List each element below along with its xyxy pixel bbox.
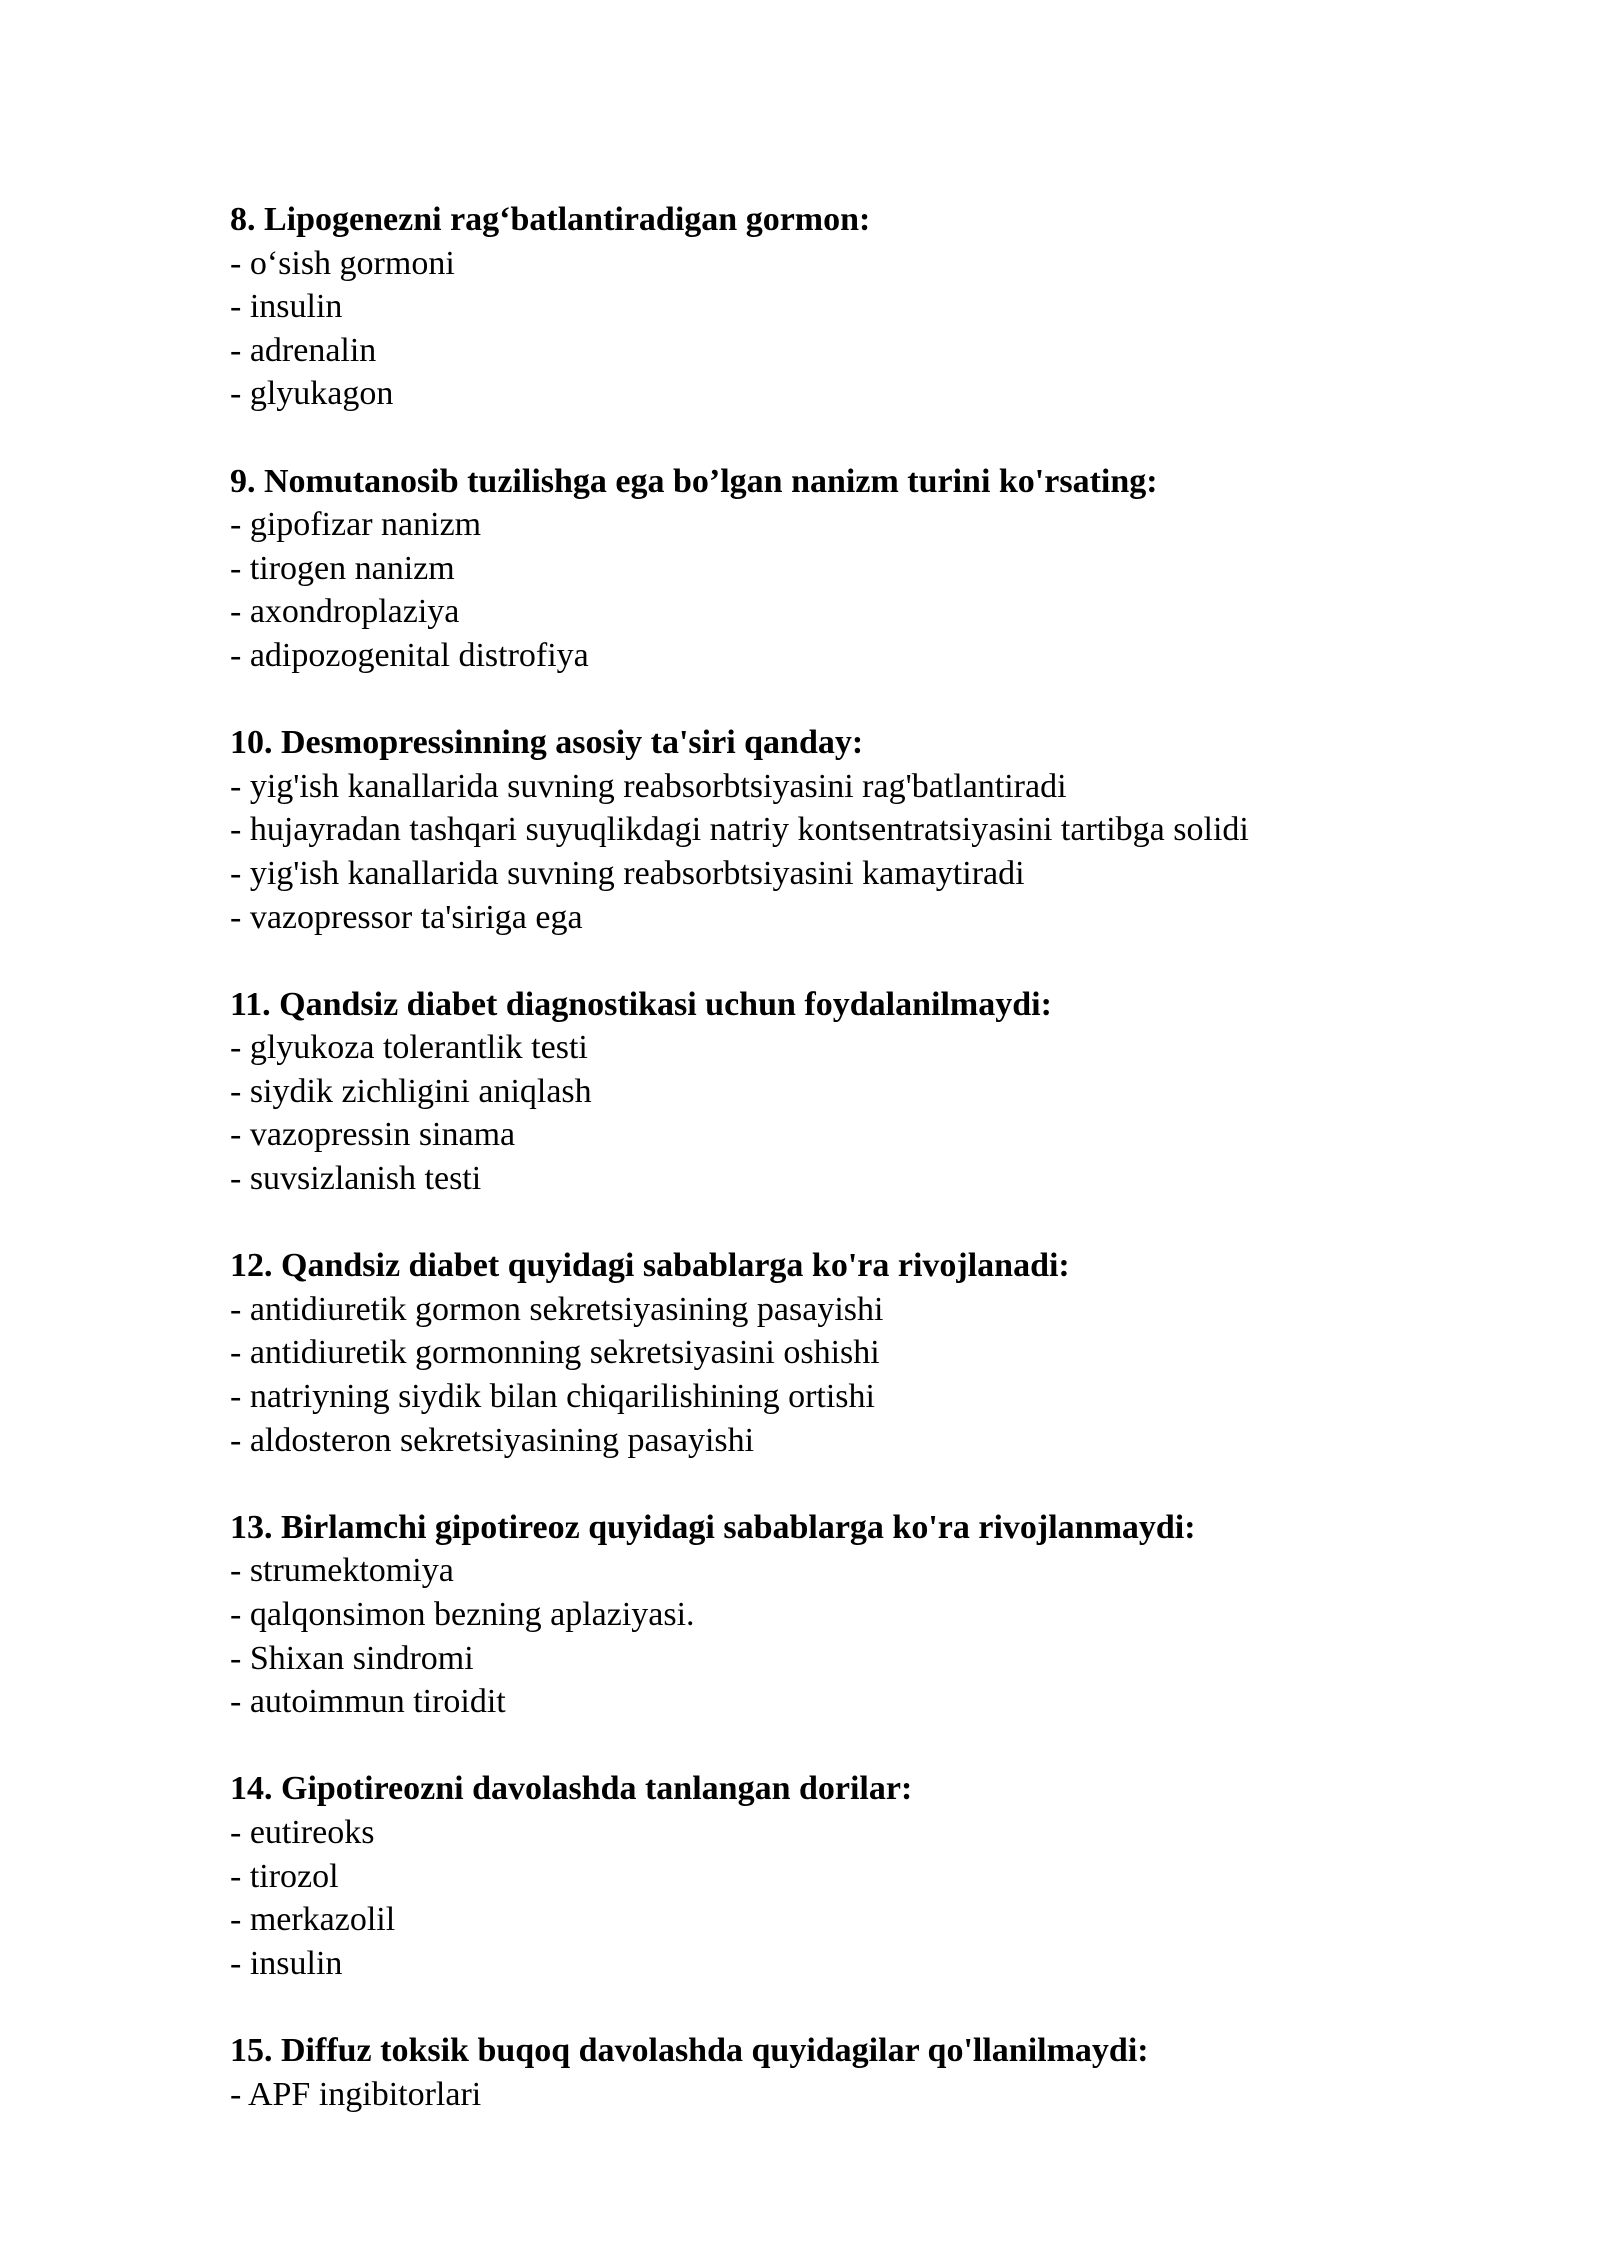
answer-option: - adrenalin [230,331,377,369]
question-title: 10. Desmopressinning asosiy ta'siri qanday: [230,724,864,762]
answer-option: - qalqonsimon bezning aplaziyasi. [230,1596,695,1633]
answer-option: - vazopressin sinama [230,1116,516,1154]
question-title: 12. Qandsiz diabet quyidagi sabablarga ko'ra rivojlanadi: [230,1247,1070,1285]
question-title: 9. Nomutanosib tuzilishga ega bo’lgan nanizm turini ko'rsating: [230,462,1158,500]
answer-option: - eutireoks [230,1813,375,1851]
question-title: 11. Qandsiz diabet diagnostikasi uchun foydalanilmaydi: [230,985,1052,1023]
answer-option: - axondroplaziya [230,593,460,631]
answer-option: - strumektomiya [230,1552,454,1590]
answer-option: - tirogen nanizm [230,549,455,587]
answer-option: - gipofizar nanizm [230,506,482,544]
question-title: 15. Diffuz toksik buqoq davolashda quyidagilar qo'llanilmaydi: [230,2031,1149,2069]
question-title: 8. Lipogenezni rag‘batlantiradigan gormon: [230,201,871,238]
answer-option: - APF ingibitorlari [230,2075,482,2113]
answer-option: - o‘sish gormoni [230,244,455,282]
answer-option: - hujayradan tashqari suyuqlikdagi natriy kontsentratsiyasini tartibga solidi [230,811,1249,849]
answer-option: - antidiuretik gormon sekretsiyasining pasayishi [230,1290,884,1328]
question-15 [230,2029,1470,2116]
answer-option: - aldosteron sekretsiyasining pasayishi [230,1421,755,1459]
answer-option: - merkazolil [230,1901,396,1939]
question-13 [230,1506,1470,1724]
answer-option: - siydik zichligini aniqlash [230,1072,592,1110]
answer-option: - Shixan sindromi [230,1639,474,1677]
answer-option: - antidiuretik gormonning sekretsiyasini oshishi [230,1334,880,1372]
question-10 [230,721,1470,939]
answer-option: - glyukoza tolerantlik testi [230,1029,588,1067]
answer-option: - vazopressor ta'siriga ega [230,898,583,936]
question-title: 14. Gipotireozni davolashda tanlangan dorilar: [230,1770,913,1808]
answer-option: - natriyning siydik bilan chiqarilishining ortishi [230,1378,875,1416]
answer-option: - autoimmun tiroidit [230,1683,506,1721]
answer-option: - yig'ish kanallarida suvning reabsorbtsiyasini rag'batlantiradi [230,767,1067,805]
question-14 [230,1767,1470,1985]
document-page [230,198,1470,2160]
question-8 [230,198,1470,416]
answer-option: - tirozol [230,1857,339,1895]
answer-option: - yig'ish kanallarida suvning reabsorbtsiyasini kamaytiradi [230,854,1025,892]
question-11 [230,983,1470,1201]
answer-option: - insulin [230,1944,343,1982]
question-title: 13. Birlamchi gipotireoz quyidagi sabablarga ko'ra rivojlanmaydi: [230,1508,1196,1546]
question-12 [230,1244,1470,1462]
answer-option: - insulin [230,288,343,326]
answer-option: - glyukagon [230,375,394,413]
answer-option: - suvsizlanish testi [230,1160,482,1198]
answer-option: - adipozogenital distrofiya [230,636,589,674]
question-9 [230,460,1470,678]
